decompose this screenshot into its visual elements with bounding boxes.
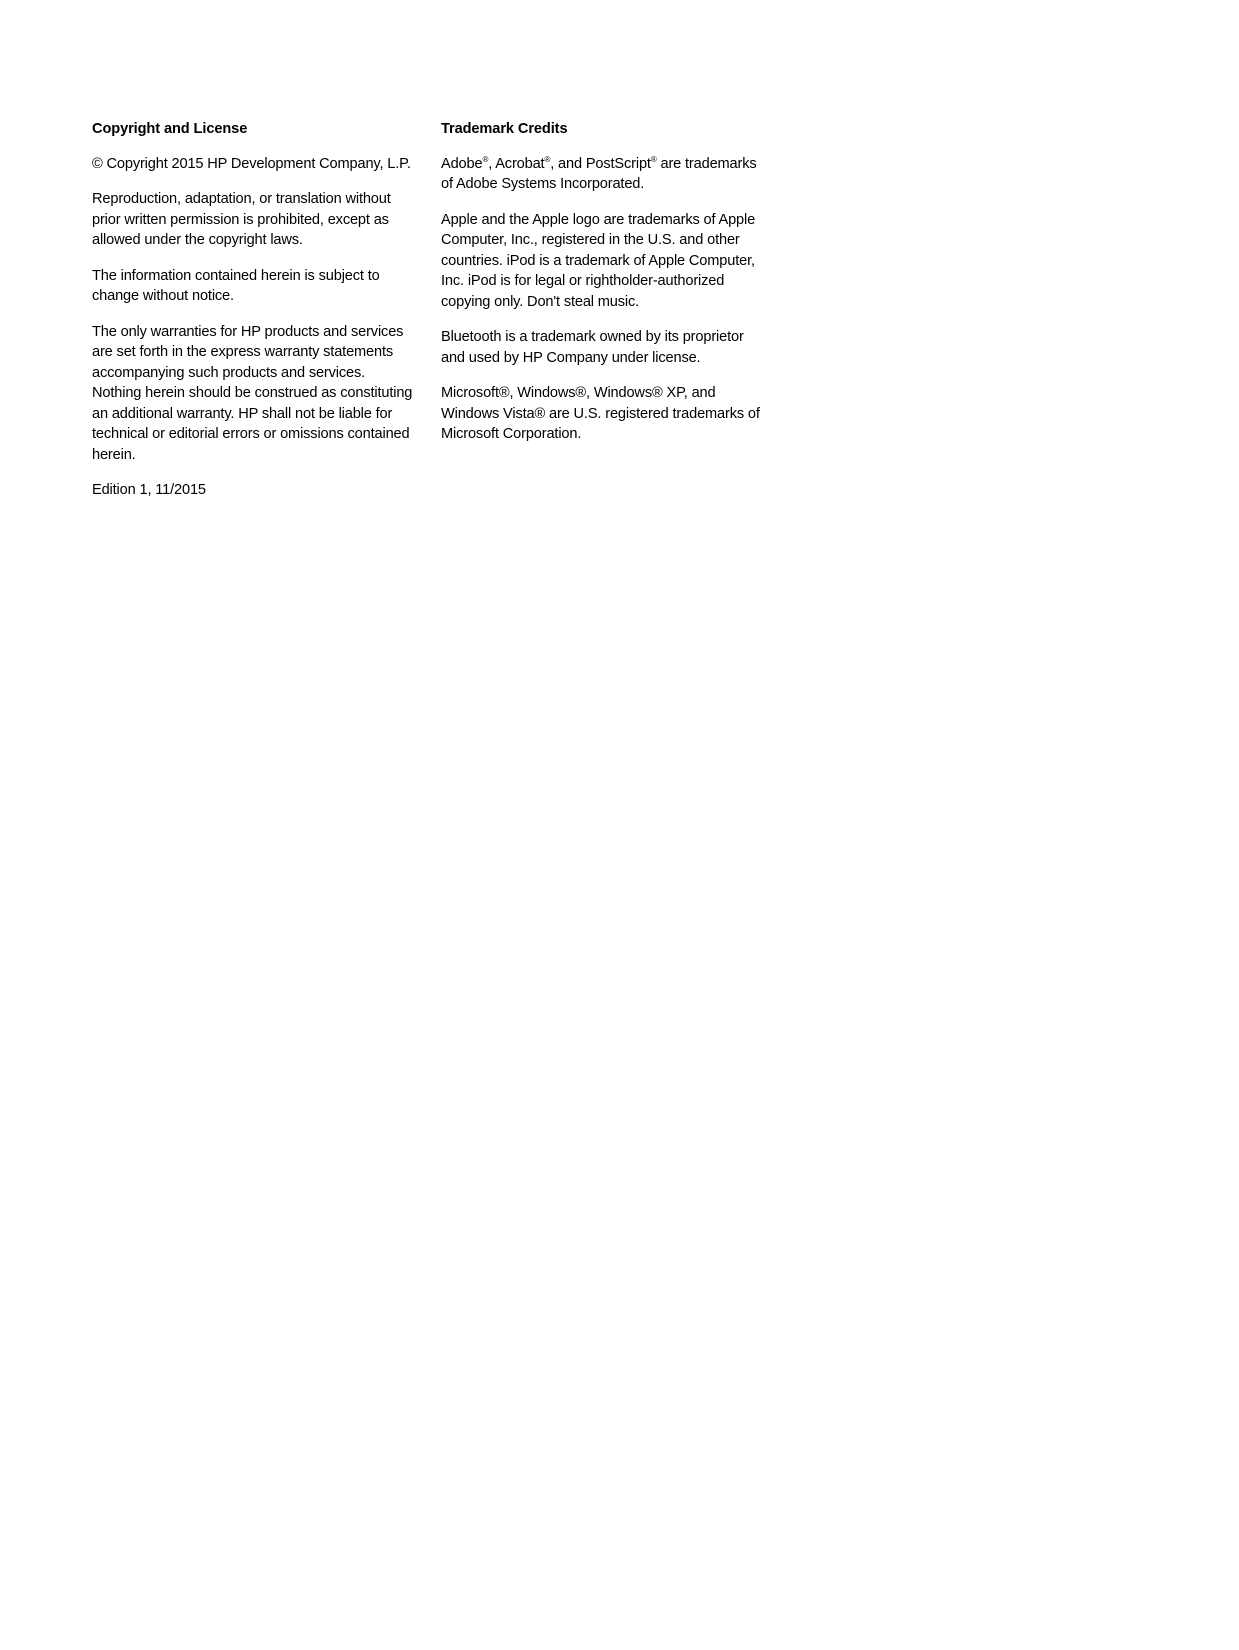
copyright-notice: © Copyright 2015 HP Development Company, L.P.: [92, 155, 411, 172]
microsoft-trademark: Microsoft®, Windows®, Windows® XP, and Windows Vista® are U.S. registered trademarks of Microsoft Corporation.: [441, 385, 760, 442]
warranty-notice: The only warranties for HP products and services are set forth in the express warranty statements accompanying such products and services. Nothing herein should be construed as constituting an additional warranty. HP shall not be liable for technical or editorial errors or omissions contained herein.: [92, 323, 413, 463]
change-notice: The information contained herein is subject to change without notice.: [92, 267, 380, 304]
registered-mark: ®: [650, 154, 657, 164]
adobe-trademark: [441, 154, 771, 195]
copyright-section: [92, 119, 417, 516]
acrobat-name: , Acrobat: [488, 155, 545, 172]
postscript-name: , and PostScript: [550, 155, 651, 172]
adobe-name: Adobe: [441, 155, 483, 172]
trademark-heading: Trademark Credits: [441, 121, 568, 137]
edition-info: Edition 1, 11/2015: [92, 482, 206, 498]
registered-mark: ®: [482, 154, 489, 164]
apple-trademark: Apple and the Apple logo are trademarks of Apple Computer, Inc., registered in the U.S. and other countries. iPod is a trademark of Apple Computer, Inc. iPod is for legal or rightholder-authorized copying only. Don't steal music.: [441, 211, 756, 310]
reproduction-notice: Reproduction, adaptation, or translation without prior written permission is prohibited, except as allowed under the copyright laws.: [92, 191, 391, 248]
copyright-heading: Copyright and License: [92, 121, 248, 137]
bluetooth-trademark: Bluetooth is a trademark owned by its proprietor and used by HP Company under license.: [441, 329, 744, 366]
registered-mark: ®: [544, 154, 551, 164]
trademark-section: [441, 119, 771, 460]
adobe-trademark-rest: are trademarks of Adobe Systems Incorporated.: [441, 155, 757, 192]
